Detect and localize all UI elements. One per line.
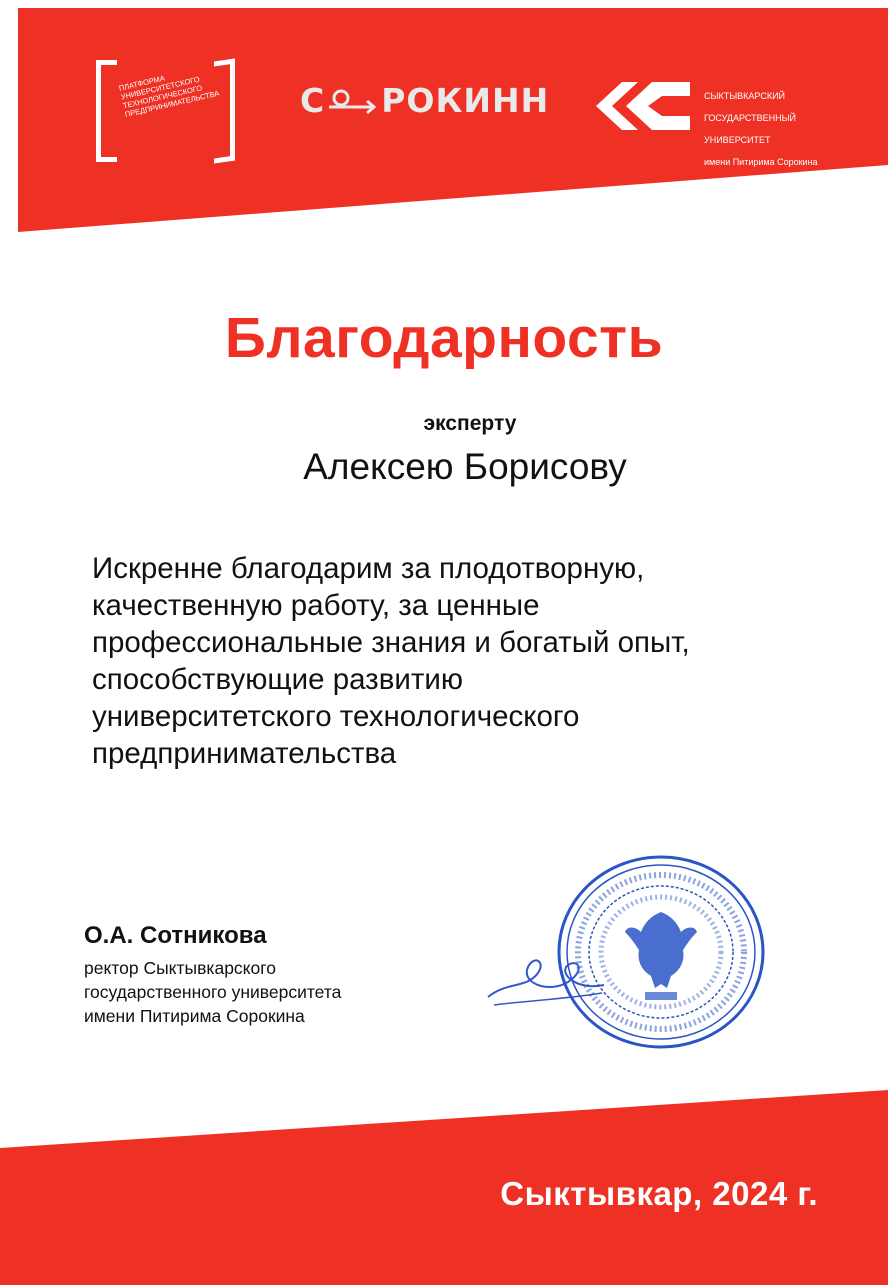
message-line: профессиональные знания и богатый опыт, [92,626,690,659]
signatory-role-line: имени Питирима Сорокина [84,1006,305,1026]
university-mark-icon [592,78,692,134]
university-logo [592,70,867,167]
recipient-name: Алексею Борисову [303,446,627,487]
platform-logo-text: ПЛАТФОРМА УНИВЕРСИТЕТСКОГО ТЕХНОЛОГИЧЕСКОГО ПРЕДПРИНИМАТЕЛЬСТВА [118,73,221,120]
signatory-role [84,956,341,1028]
university-logo-line: УНИВЕРСИТЕТ [704,135,771,145]
gratitude-message [92,550,852,772]
message-line: предпринимательства [92,737,397,770]
sorokinn-logo-suffix: РОКИНН [381,80,550,120]
university-logo-line: имени Питирима Сорокина [704,157,818,167]
message-line: Искренне благодарим за плодотворную, [92,552,645,585]
bracket-left-icon [96,60,117,162]
official-seal-icon [555,852,767,1052]
university-logo-text [704,80,869,179]
place-and-date: Сыктывкар, 2024 г. [500,1175,818,1212]
loop-arrow-icon [325,85,381,115]
signatory-role-line: государственного университета [84,982,342,1002]
sorokinn-logo [300,80,549,120]
recipient-label: эксперту [423,412,517,435]
message-line: качественную работу, за ценные [92,589,540,622]
platform-logo [96,60,241,160]
signatory-role-line: ректор Сыктывкарского [84,958,276,978]
message-line: способствующие развитию [92,663,463,696]
message-line: университетского технологического [92,700,580,733]
sorokinn-logo-prefix: С [300,80,326,120]
signatory-name: О.А. Сотникова [84,922,267,949]
university-logo-line: ГОСУДАРСТВЕННЫЙ [704,113,797,123]
certificate-title: Благодарность [224,306,664,370]
university-logo-line: СЫКТЫВКАРСКИЙ [704,91,786,101]
